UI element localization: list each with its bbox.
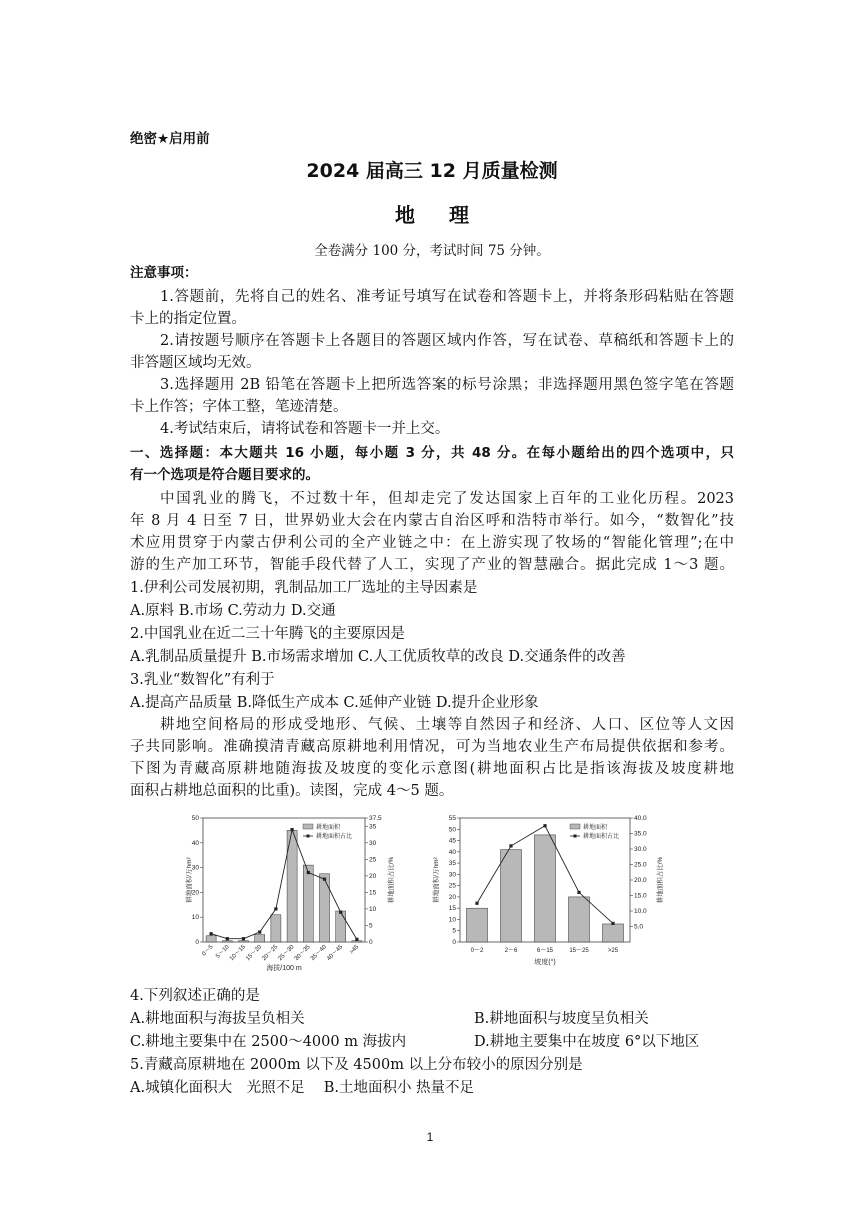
y-tick-label: 55 — [448, 815, 456, 822]
y-axis-label: 耕地面积/万hm² — [186, 857, 193, 903]
x-tick-label: 20～25 — [261, 944, 280, 963]
line-point — [577, 891, 580, 894]
x-tick-label: 40～45 — [326, 944, 345, 963]
question-4-option-c: C.耕地主要集中在 2500～4000 m 海拔内 — [130, 1034, 407, 1050]
y2-tick-label: 15 — [369, 889, 377, 897]
bar — [336, 911, 346, 942]
line-point — [242, 937, 245, 940]
passage2-line: 下图为青藏高原耕地随海拔及坡度的变化示意图(耕地面积占比是指该海拔及坡度耕地 — [130, 761, 734, 777]
line-point — [355, 938, 358, 941]
line-point — [543, 824, 546, 827]
y2-tick-label: 35 — [369, 823, 377, 831]
y-tick-label: 20 — [191, 889, 199, 897]
y-tick-label: 0 — [195, 939, 199, 946]
question-4-option-a: A.耕地面积与海拔呈负相关 — [130, 1011, 305, 1027]
line-point — [611, 922, 614, 925]
x-axis-label: 坡度(°) — [534, 959, 556, 966]
x-tick-label: 25～30 — [277, 944, 296, 963]
y-tick-label: 45 — [448, 837, 456, 845]
line-point — [274, 907, 277, 910]
bar — [319, 874, 329, 942]
x-tick-label: 30～35 — [293, 944, 312, 963]
y-tick-label: 30 — [191, 864, 199, 872]
line-point — [307, 871, 310, 874]
y2-tick-label: 10.0 — [634, 908, 647, 915]
notice-item: 2.请按题号顺序在答题卡上各题目的答题区域内作答，写在试卷、草稿纸和答题卡上的 — [160, 333, 734, 349]
notice-item: 非答题区域均无效。 — [130, 355, 261, 371]
bar — [238, 941, 248, 942]
legend-line-label: 耕地面积占比 — [583, 834, 620, 840]
line-point — [226, 937, 229, 940]
notice-item: 1.答题前，先将自己的姓名、准考证号填写在试卷和答题卡上，并将条形码粘贴在答题 — [160, 289, 734, 305]
y-axis-label: 耕地面积/万hm² — [433, 857, 440, 903]
passage1-line: 中国乳业的腾飞，不过数十年，但却走完了发达国家上百年的工业化历程。2023 — [160, 491, 734, 507]
notice-heading: 注意事项： — [130, 265, 198, 281]
x-tick-label: 5～10 — [215, 944, 231, 960]
y2-tick-label: 5.0 — [634, 923, 644, 931]
y2-tick-label: 10 — [369, 905, 377, 913]
passage1-line: 游的生产加工环节，智能手段代替了人工，实现了产业的智慧融合。据此完成 1～3 题。 — [130, 557, 734, 573]
legend-bar-label: 耕地面积 — [583, 825, 608, 831]
legend-line-marker — [307, 835, 310, 838]
legend-bar-swatch — [303, 824, 313, 829]
bar — [303, 865, 313, 942]
y-tick-label: 0 — [452, 939, 456, 946]
slope-chart — [430, 812, 670, 974]
altitude-chart — [185, 812, 405, 974]
section-heading: 一、选择题：本大题共 16 小题，每小题 3 分，共 48 分。在每小题给出的四个选项中，只 — [130, 445, 734, 461]
x-tick-label: 15～25 — [569, 948, 589, 954]
y2-tick-label: 30.0 — [634, 846, 647, 853]
line-point — [475, 902, 478, 905]
bar — [568, 897, 589, 942]
legend-line-label: 耕地面积占比 — [316, 834, 353, 840]
y-tick-label: 40 — [448, 848, 456, 856]
line-point — [509, 844, 512, 847]
legend-line-marker — [574, 835, 577, 838]
notice-item: 4.考试结束后，请将试卷和答题卡一并上交。 — [160, 421, 450, 437]
y2-tick-label: 37.5 — [369, 815, 382, 822]
y2-tick-label: 0 — [369, 939, 373, 946]
x-tick-label: 35～40 — [309, 944, 328, 963]
line-point — [210, 932, 213, 935]
y-tick-label: 15 — [448, 905, 456, 913]
y2-tick-label: 30 — [369, 839, 377, 847]
exam-info: 全卷满分 100 分，考试时间 75 分钟。 — [314, 243, 550, 259]
x-tick-label: >25 — [607, 948, 619, 954]
y-tick-label: 5 — [452, 927, 456, 935]
line-point — [258, 930, 261, 933]
subject-title: 地理 — [395, 204, 503, 226]
bar — [271, 915, 281, 942]
question-2-stem: 2.中国乳业在近二三十年腾飞的主要原因是 — [130, 626, 405, 642]
passage2-line: 子共同影响。准确摸清青藏高原耕地利用情况，可为当地农业生产布局提供依据和参考。 — [130, 739, 734, 755]
line-point — [339, 911, 342, 914]
y2-tick-label: 25.0 — [634, 861, 647, 869]
question-4-options-row2 — [130, 1031, 734, 1053]
y2-axis-label: 耕地面积占比/% — [657, 856, 664, 904]
question-3-options: A.提高产品质量 B.降低生产成本 C.延伸产业链 D.提升企业形象 — [130, 695, 539, 711]
y2-tick-label: 5 — [369, 922, 373, 930]
y-tick-label: 30 — [448, 871, 456, 879]
question-1-stem: 1.伊利公司发展初期，乳制品加工厂选址的主导因素是 — [130, 580, 478, 596]
y2-axis-label: 耕地面积占比/% — [388, 856, 395, 904]
section-heading-cont: 有一个选项是符合题目要求的。 — [130, 467, 319, 483]
notice-item: 卡上的指定位置。 — [130, 311, 246, 327]
x-tick-label: 2～6 — [504, 948, 518, 954]
passage1-line: 年 8 月 4 日至 7 日，世界奶业大会在内蒙古自治区呼和浩特市举行。如今，“数智化”技 — [130, 513, 734, 529]
bar — [534, 835, 555, 942]
legend-bar-swatch — [570, 824, 580, 829]
secret-label: 绝密★启用前 — [130, 131, 210, 147]
line-point — [291, 828, 294, 831]
y2-tick-label: 40.0 — [634, 815, 647, 822]
bar — [602, 924, 623, 942]
y-tick-label: 50 — [191, 815, 199, 822]
bar — [466, 908, 487, 942]
line-point — [323, 878, 326, 881]
bar — [206, 936, 216, 942]
share-line — [211, 830, 357, 940]
y-tick-label: 40 — [191, 839, 199, 847]
question-2-options: A.乳制品质量提升 B.市场需求增加 C.人工优质牧草的改良 D.交通条件的改善 — [130, 649, 626, 665]
bar — [222, 941, 232, 942]
x-tick-label: >45 — [348, 944, 361, 956]
y-tick-label: 20 — [448, 893, 456, 901]
y2-tick-label: 20.0 — [634, 877, 647, 884]
x-tick-label: 0～2 — [470, 948, 484, 954]
x-tick-label: 6～15 — [536, 948, 554, 954]
y-tick-label: 10 — [448, 916, 456, 924]
y2-tick-label: 20 — [369, 872, 377, 880]
exam-title: 2024 届高三 12 月质量检测 — [306, 160, 558, 182]
x-axis-label: 海拔/100 m — [266, 965, 302, 972]
y-tick-label: 10 — [191, 914, 199, 922]
passage2-line: 耕地空间格局的形成受地形、气候、土壤等自然因子和经济、人口、区位等人文因 — [160, 717, 734, 733]
legend-bar-label: 耕地面积 — [316, 825, 341, 831]
notice-item: 3.选择题用 2B 铅笔在答题卡上把所选答案的标号涂黑；非选择题用黑色签字笔在答题 — [160, 377, 734, 393]
question-5-options: A.城镇化面积大 光照不足 B.土地面积小 热量不足 — [130, 1080, 475, 1096]
bar — [255, 935, 265, 942]
passage2-line: 面积占耕地总面积的比重)。读图，完成 4～5 题。 — [130, 783, 454, 799]
question-1-options: A.原料 B.市场 C.劳动力 D.交通 — [130, 603, 336, 619]
question-4-stem: 4.下列叙述正确的是 — [130, 988, 260, 1004]
y2-tick-label: 35.0 — [634, 830, 647, 838]
question-4-option-b: B.耕地面积与坡度呈负相关 — [474, 1011, 649, 1027]
y2-tick-label: 25 — [369, 856, 377, 864]
x-tick-label: 10～15 — [228, 944, 247, 963]
x-tick-label: 15～20 — [245, 944, 264, 963]
question-3-stem: 3.乳业“数智化”有利于 — [130, 672, 275, 688]
y2-tick-label: 15.0 — [634, 892, 647, 900]
y-tick-label: 25 — [448, 882, 456, 890]
question-4-option-d: D.耕地主要集中在坡度 6°以下地区 — [474, 1034, 700, 1050]
question-5-stem: 5.青藏高原耕地在 2000m 以下及 4500m 以上分布较小的原因分别是 — [130, 1057, 583, 1073]
page-number: 1 — [426, 1130, 434, 1144]
x-tick-label: 0～5 — [201, 944, 215, 958]
bar — [500, 850, 521, 942]
y-tick-label: 35 — [448, 860, 456, 868]
question-4-options-row1 — [130, 1008, 734, 1030]
y-tick-label: 50 — [448, 826, 456, 834]
notice-item: 卡上作答；字体工整，笔迹清楚。 — [130, 399, 348, 415]
passage1-line: 术应用贯穿于内蒙古伊利公司的全产业链之中：在上游实现了牧场的“智能化管理”;在中 — [130, 535, 734, 551]
